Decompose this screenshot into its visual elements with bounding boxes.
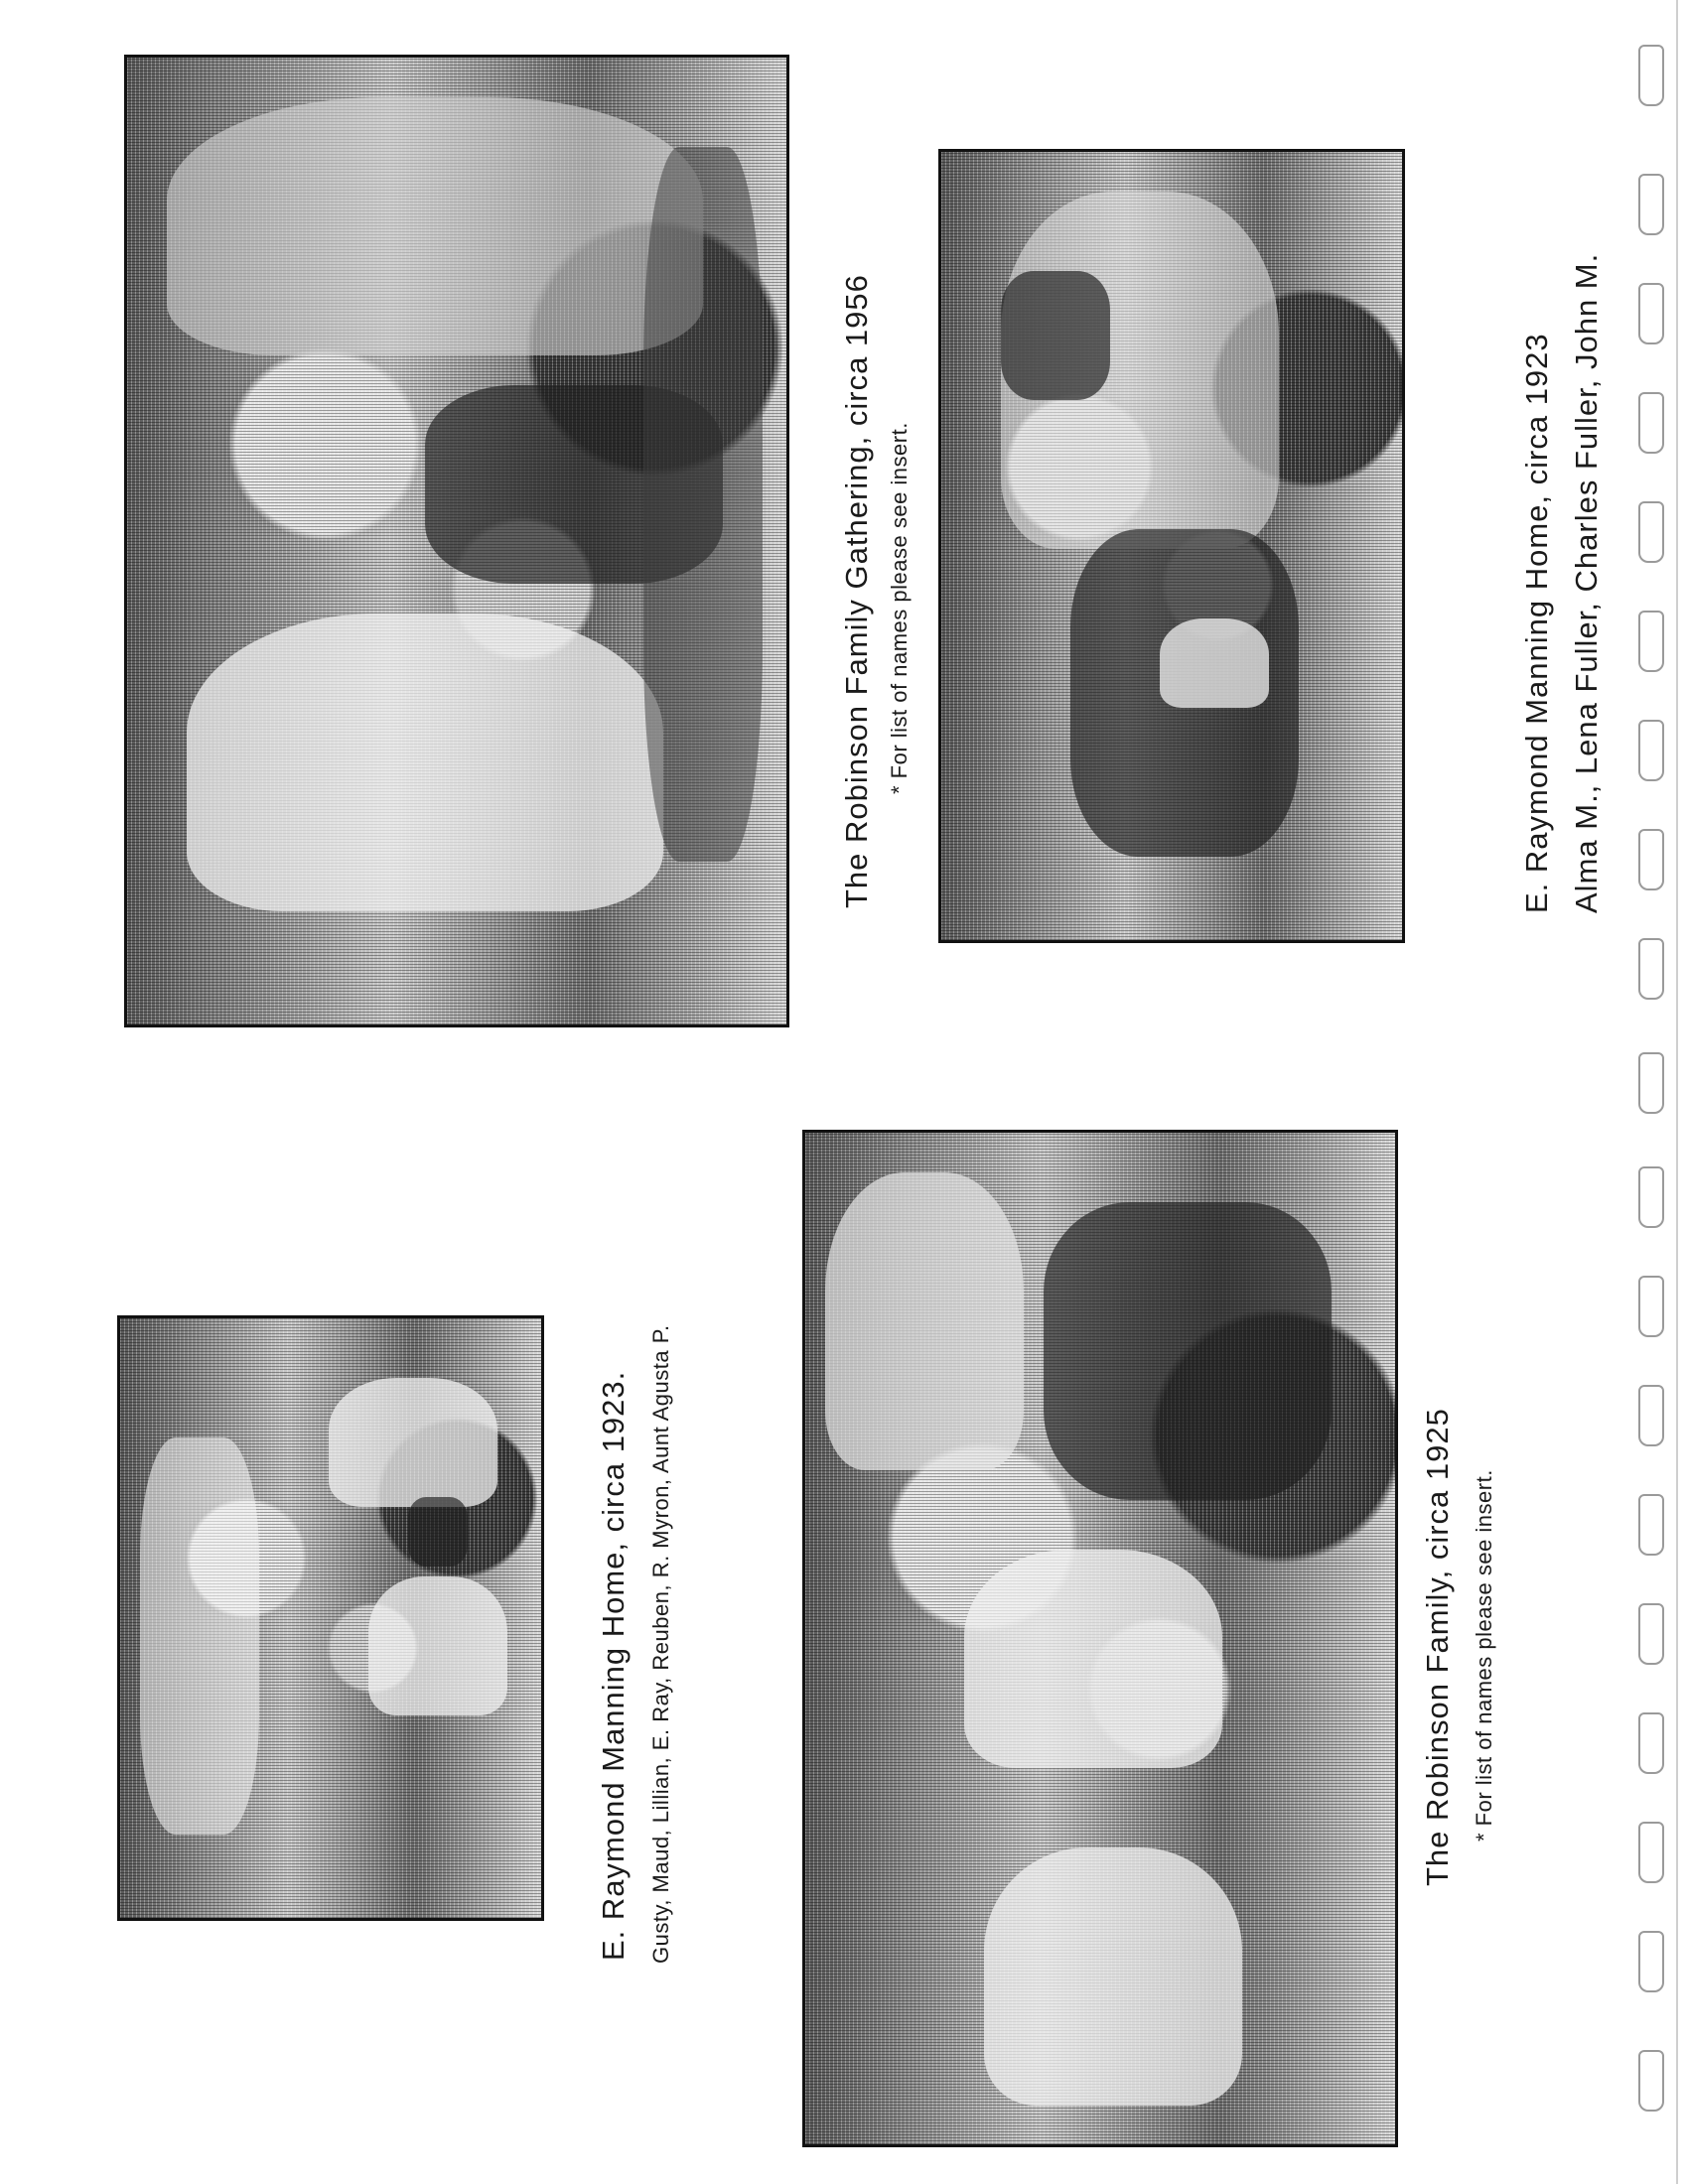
binder-hole (1638, 501, 1664, 563)
robinson-family-1925-photo (802, 1130, 1398, 2147)
binder-hole (1638, 45, 1664, 106)
robinson-family-gathering-1956-photo (124, 55, 789, 1027)
binder-hole (1638, 611, 1664, 672)
binder-hole (1638, 1603, 1664, 1665)
binder-hole (1638, 1712, 1664, 1774)
binder-hole (1638, 1052, 1664, 1114)
binder-hole (1638, 174, 1664, 235)
binder-hole (1638, 392, 1664, 454)
raymond-manning-home-porch-photo (938, 149, 1405, 943)
binder-hole (1638, 283, 1664, 344)
binder-hole (1638, 1822, 1664, 1883)
raymond-manning-home-house-photo (117, 1315, 544, 1921)
binder-hole (1638, 1385, 1664, 1446)
binder-hole (1638, 2050, 1664, 2112)
robinson-family-1925-names-note: * For list of names please see insert. (1472, 1469, 1496, 1842)
raymond-manning-home-house-names: Gusty, Maud, Lillian, E. Ray, Reuben, R. Myron, Aunt Agusta P. (648, 1324, 673, 1964)
binder-edge-line (1676, 0, 1678, 2184)
binder-hole (1638, 1931, 1664, 1992)
binder-hole (1638, 938, 1664, 1000)
binder-hole (1638, 720, 1664, 781)
robinson-family-gathering-1956-caption: The Robinson Family Gathering, circa 1956 (839, 274, 874, 908)
binder-hole (1638, 1494, 1664, 1556)
binder-hole (1638, 829, 1664, 890)
raymond-manning-home-porch-caption: E. Raymond Manning Home, circa 1923 (1519, 333, 1554, 913)
raymond-manning-home-house-caption: E. Raymond Manning Home, circa 1923. (596, 1370, 631, 1961)
binder-edge (1628, 0, 1688, 2184)
binder-hole (1638, 1276, 1664, 1337)
robinson-family-1925-caption: The Robinson Family, circa 1925 (1420, 1408, 1455, 1886)
raymond-manning-home-porch-names: Alma M., Lena Fuller, Charles Fuller, John M. (1569, 252, 1604, 913)
robinson-family-gathering-1956-names-note: * For list of names please see insert. (887, 422, 912, 794)
binder-hole (1638, 1166, 1664, 1228)
